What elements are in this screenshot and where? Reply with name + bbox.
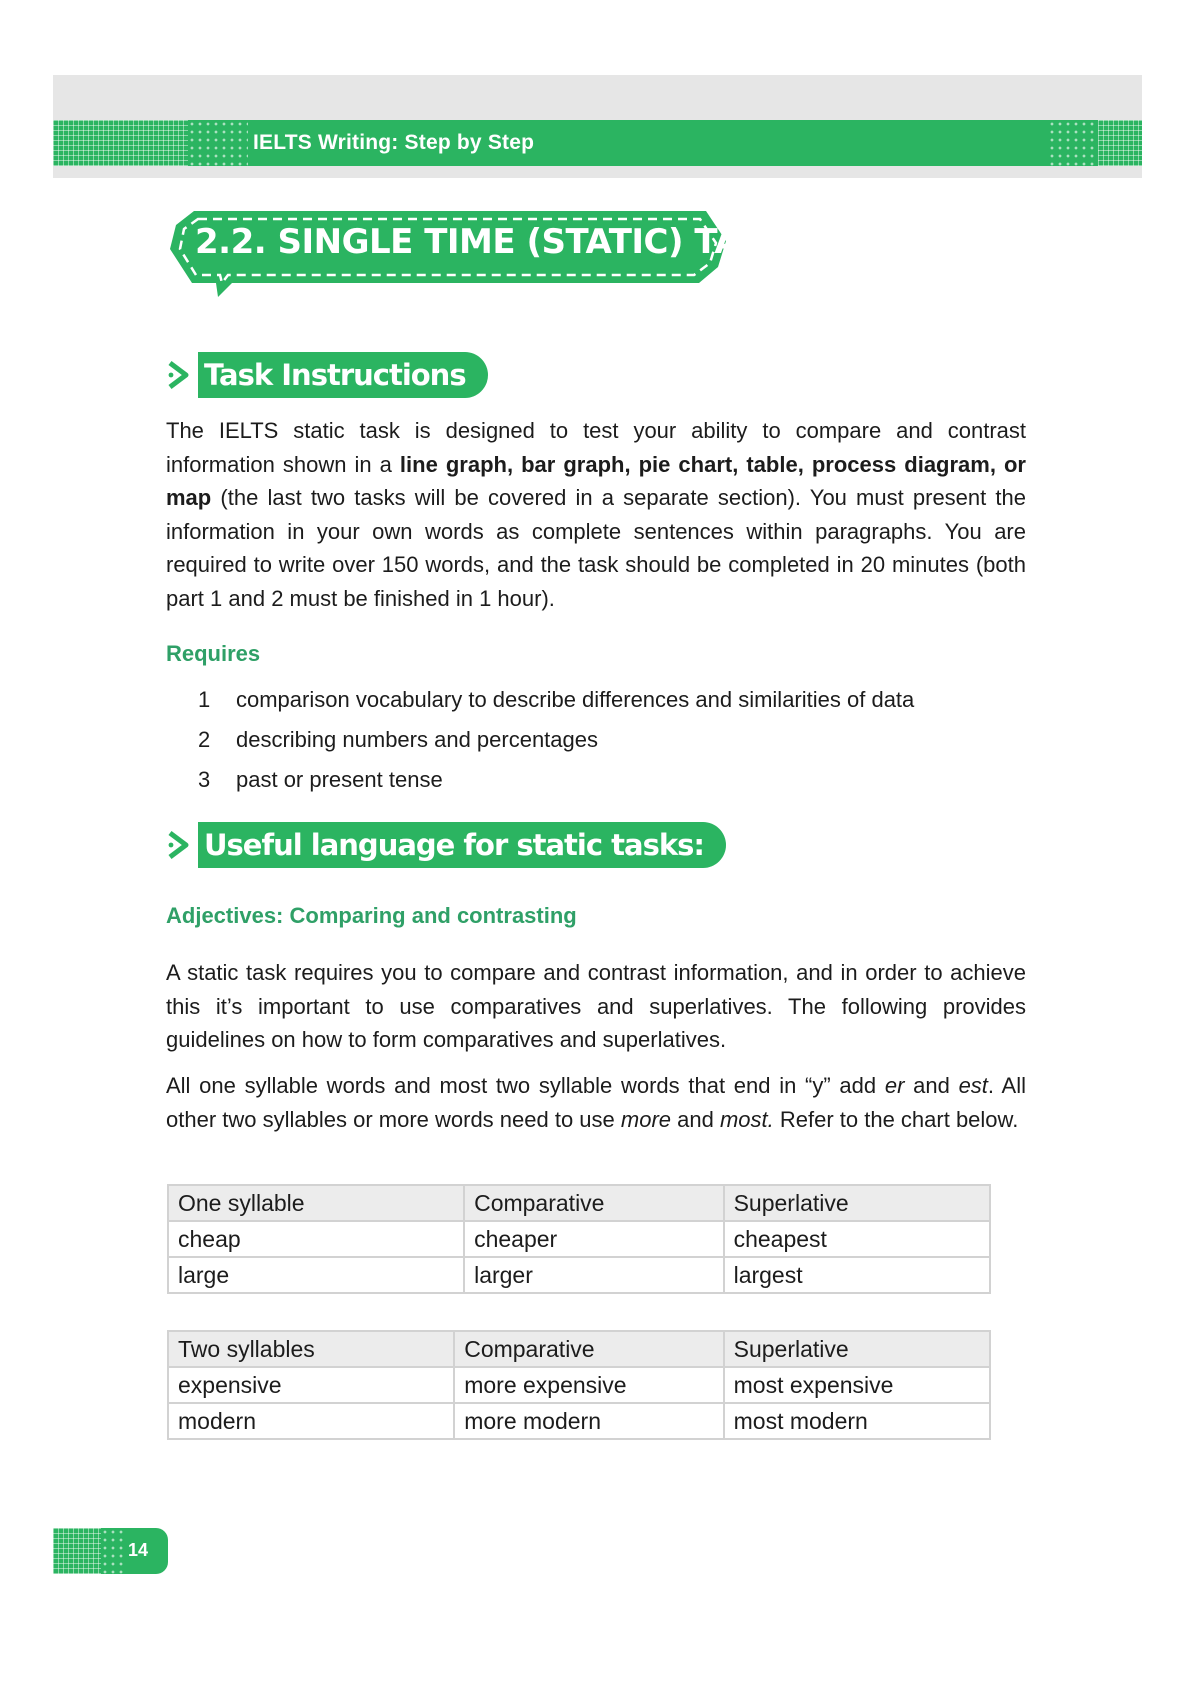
page-number-tab (53, 1528, 168, 1574)
static-task-paragraph: A static task requires you to compare and contrast information, and in order to achieve this it’s important to use comparatives and superlatives. The following provides guidelines on how to form comparatives and superlatives. (166, 960, 1026, 1052)
footer-grid-pattern (53, 1528, 101, 1574)
table-header-cell: Superlative (724, 1331, 990, 1367)
syllable-rule-paragraph (166, 1069, 1026, 1136)
paragraph-text: The IELTS static task is designed to test your ability to compare and contrast information shown in a (166, 418, 1026, 477)
paragraph-text: (the last two tasks will be covered in a separate section). You must present the information in your own words as complete sentences within paragraphs. You are required to write over 150 words, and the task should be completed in 20 minutes (both part 1 and 2 must be finished in 1 hour). (166, 485, 1026, 611)
paragraph-text: and (671, 1106, 720, 1132)
chevron-right-icon (166, 360, 196, 390)
list-item-text: describing numbers and percentages (236, 727, 599, 752)
requires-heading: Requires (166, 641, 261, 666)
table-cell: more modern (454, 1403, 723, 1439)
table-header-row (168, 1331, 990, 1367)
table-cell: largest (724, 1257, 990, 1293)
one-syllable-table (167, 1184, 991, 1294)
table-cell: large (168, 1257, 464, 1293)
emphasis-est: est (958, 1073, 988, 1098)
list-item (198, 760, 914, 800)
header-grid-pattern-left (53, 120, 188, 166)
table-cell: modern (168, 1403, 454, 1439)
table-row (168, 1367, 990, 1403)
list-item-number: 2 (198, 727, 211, 752)
book-title: IELTS Writing: Step by Step (253, 131, 535, 154)
table-header-cell: One syllable (168, 1185, 464, 1221)
table-cell: cheaper (464, 1221, 724, 1257)
table-cell: cheap (168, 1221, 464, 1257)
paragraph-bold-text: line graph, bar graph, pie chart, table, process diagram, or map (166, 451, 1026, 510)
table-row (168, 1403, 990, 1439)
list-item (198, 680, 914, 720)
requires-list (198, 680, 914, 800)
emphasis-most: most. (719, 1106, 774, 1132)
header-grid-pattern-right (1098, 120, 1142, 166)
emphasis-more: more (620, 1106, 672, 1132)
table-header-cell: Comparative (454, 1331, 723, 1367)
list-item-number: 3 (198, 767, 211, 792)
table-row (168, 1257, 990, 1293)
table-row (168, 1221, 990, 1257)
table-cell: expensive (168, 1367, 454, 1403)
section-heading-label: Task Instructions (198, 352, 488, 398)
list-item (198, 720, 914, 760)
page-number: 14 (128, 1540, 149, 1560)
table-cell: cheapest (724, 1221, 990, 1257)
adjectives-subheading: Adjectives: Comparing and contrasting (166, 903, 577, 928)
footer-dots-pattern (101, 1528, 125, 1574)
table-header-cell: Two syllables (168, 1331, 454, 1367)
paragraph-text: and (904, 1073, 959, 1098)
section-heading-label: Useful language for static tasks: (198, 822, 726, 868)
list-item-text: past or present tense (236, 767, 443, 792)
two-syllables-table (167, 1330, 991, 1440)
table-header-row (168, 1185, 990, 1221)
chevron-right-icon (166, 830, 196, 860)
paragraph-text: . All other two syllables or more words need to use (166, 1073, 1026, 1132)
table-header-cell: Comparative (464, 1185, 724, 1221)
chapter-title: 2.2. SINGLE TIME (STATIC) TASK (195, 222, 791, 262)
table-cell: most modern (724, 1403, 990, 1439)
table-cell: larger (464, 1257, 724, 1293)
paragraph-text: Refer to the chart below. (773, 1106, 1019, 1132)
table-cell: more expensive (454, 1367, 723, 1403)
header-dots-pattern-right (1048, 120, 1098, 166)
task-instructions-paragraph (166, 414, 1026, 615)
emphasis-er: er (884, 1073, 905, 1098)
table-header-cell: Superlative (724, 1185, 990, 1221)
header-band (53, 120, 1142, 166)
list-item-number: 1 (198, 687, 211, 712)
table-cell: most expensive (724, 1367, 990, 1403)
header-dots-pattern-left (188, 120, 248, 166)
list-item-text: comparison vocabulary to describe differences and similarities of data (236, 687, 915, 712)
paragraph-text: All one syllable words and most two syllable words that end in “y” add (166, 1073, 885, 1098)
